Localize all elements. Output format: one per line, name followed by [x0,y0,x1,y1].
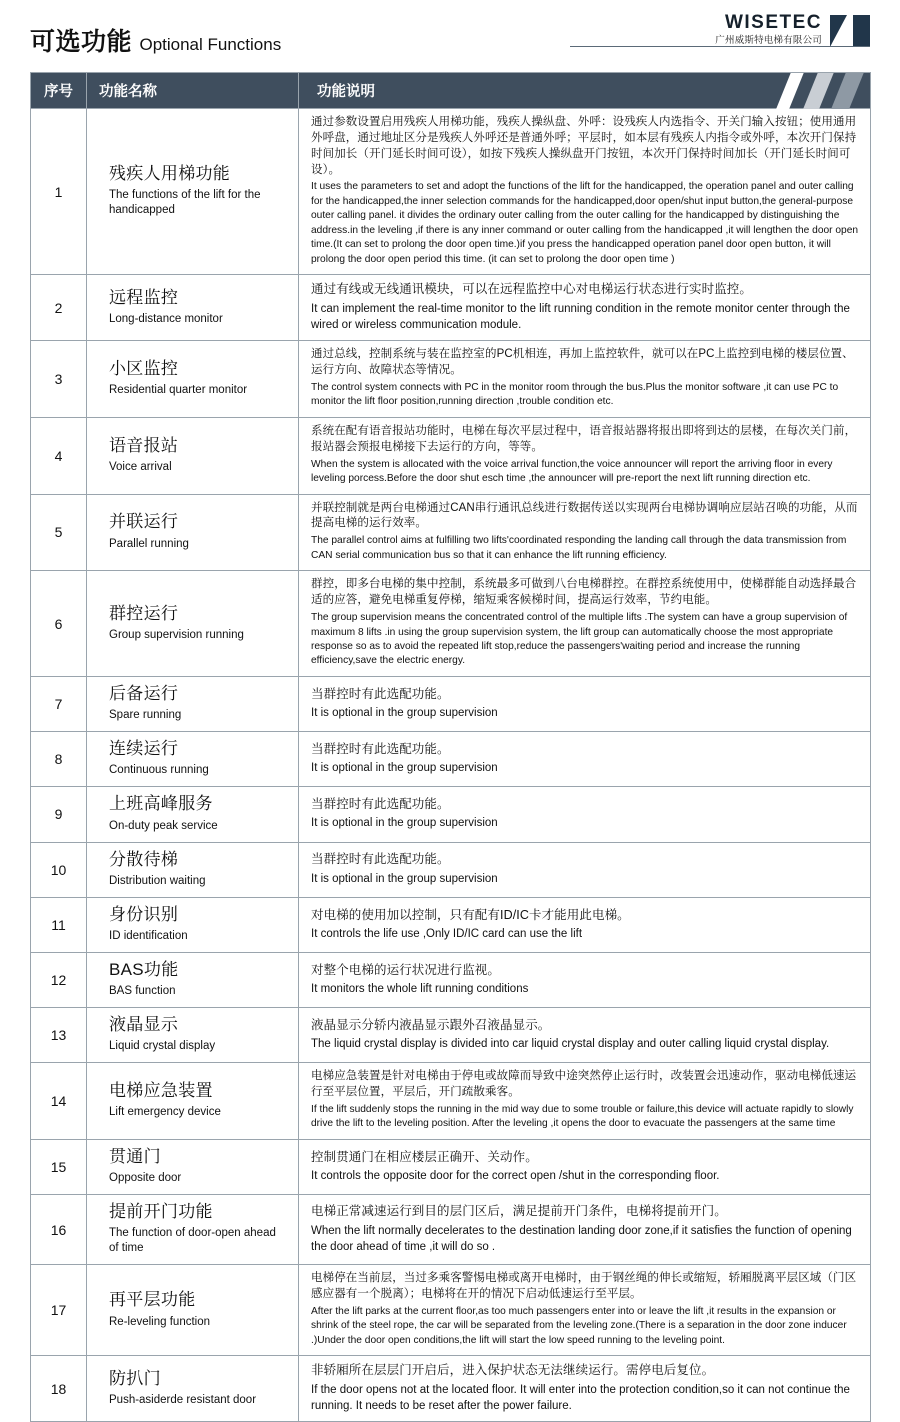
row-number: 10 [31,842,87,897]
function-desc-cn: 当群控时有此选配功能。 [311,852,450,867]
function-desc-cell [299,787,871,842]
optional-functions-table [30,72,871,1422]
function-name-en: Residential quarter monitor [109,384,248,397]
row-number: 9 [31,787,87,842]
function-desc-cell [299,732,871,787]
page-title [30,22,281,58]
function-desc-cell [299,417,871,494]
brand-subtitle: 广州威斯特电梯有限公司 [715,34,822,46]
function-name-cell [87,1063,299,1140]
function-desc-cn: 非轿厢所在层层门开启后，进入保护状态无法继续运行。需停电后复位。 [311,1363,715,1378]
table-row [31,109,871,275]
header-name: 功能名称 [87,73,299,109]
table-row [31,952,871,1007]
function-name-cn: 群控运行 [109,603,179,623]
function-desc-cn: 电梯正常减速运行到目的层门区后，满足提前开门条件，电梯将提前开门。 [311,1204,727,1219]
table-row [31,1063,871,1140]
function-name-cell [87,952,299,1007]
function-name-cell [87,275,299,341]
table-row [31,341,871,418]
function-name-cell [87,1195,299,1265]
header-desc-label: 功能说明 [317,84,375,100]
row-number: 18 [31,1356,87,1422]
header-desc [299,73,871,109]
row-number: 2 [31,275,87,341]
function-name-en: Parallel running [109,537,189,550]
table-row [31,676,871,731]
function-desc-cell [299,1265,871,1356]
function-name-cell [87,1008,299,1063]
function-name-cn: 防扒门 [109,1368,161,1388]
function-name-cell [87,1139,299,1194]
function-name-cn: 远程监控 [109,287,179,307]
function-name-cn: 并联运行 [109,512,179,532]
row-number: 17 [31,1265,87,1356]
function-name-cell [87,341,299,418]
function-name-cell [87,494,299,571]
company-logo-icon [830,15,870,47]
function-desc-en: The group supervision means the concentrated control of the multiple lifts .The system can have a group supervision of maximum 8 lifts .in using the group supervision system, the lift group can automatically choose the most appropriate response so as to avoid the repeated lift stop,reduce the passengers'waiting period and increase the running efficiency,save the electric energy. [311,612,848,667]
function-name-en: Opposite door [109,1172,182,1185]
page-header [30,0,870,68]
header-no: 序号 [31,73,87,109]
table-row [31,1356,871,1422]
table-row [31,571,871,677]
function-desc-en: If the lift suddenly stops the running in the mid way due to some trouble or failure,this device will actuate rapidly to slowly drive the lift to the leveling position. After the leveling ,it opens the door to evacuate the passengers at the same time [311,1104,854,1130]
function-desc-cell [299,275,871,341]
function-name-cell [87,1265,299,1356]
table-row [31,1195,871,1265]
function-desc-cell [299,571,871,677]
function-desc-en: It uses the parameters to set and adopt the functions of the lift for the handicapped, the operation panel and outer calling for the handicapped,the inner selection commands for the handicapped,door open/shut input button,the general-purpose outer calling panel. it divides the ordinary outer calling from the outer calling for the handicapped by distinguishing the address.in the leveling ,if there is any inner command or outer calling from the handicapped ,it will lengthen the door open time.(It can set to prolong the door open time.)if you press the handicapped operation panel door open button, it will prolong the door open period this time. (it can set to prolong the door open time ) [311,181,859,265]
function-name-en: BAS function [109,985,176,998]
function-desc-cn: 电梯停在当前层，当过多乘客警惕电梯或离开电梯时，由于钢丝绳的伸长或缩短，轿厢脱离平层区域（门区感应器有一个脱离）；电梯将在开的情况下启动低速运行至平层。 [311,1272,857,1301]
function-desc-en: When the lift normally decelerates to the destination landing door zone,if it satisfies the function of opening the door ahead of time ,it will do so . [311,1224,852,1253]
function-name-cell [87,1356,299,1422]
function-desc-en: It can implement the real-time monitor to the lift running condition in the remote monitor center through the wired or wireless communication module. [311,302,850,331]
function-desc-en: It is optional in the group supervision [311,817,498,830]
function-desc-cn: 对整个电梯的运行状况进行监视。 [311,962,501,977]
function-desc-cell [299,1356,871,1422]
table-row [31,1008,871,1063]
function-desc-cell [299,952,871,1007]
function-desc-cell [299,494,871,571]
function-desc-cell [299,897,871,952]
function-desc-en: It controls the opposite door for the correct open /shut in the corresponding floor. [311,1170,720,1183]
row-number: 15 [31,1139,87,1194]
function-name-cn: 身份识别 [109,904,179,924]
function-desc-cn: 控制贯通门在相应楼层正确开、关动作。 [311,1149,538,1164]
function-desc-cn: 当群控时有此选配功能。 [311,797,450,812]
function-name-cn: 上班高峰服务 [109,794,213,814]
function-name-en: ID identification [109,929,188,942]
table-row [31,1265,871,1356]
brand-divider [570,46,870,47]
function-desc-en: It is optional in the group supervision [311,707,498,720]
brand-name: WISETEC [724,12,822,33]
function-name-en: Continuous running [109,764,209,777]
row-number: 13 [31,1008,87,1063]
function-desc-cell [299,1195,871,1265]
row-number: 5 [31,494,87,571]
function-desc-cn: 电梯应急装置是针对电梯由于停电或故障而导致中途突然停止运行时，改装置会迅速动作，驱动电梯低速运行至平层位置，平层后，开门疏散乘客。 [311,1070,857,1099]
function-desc-cn: 通过总线，控制系统与装在监控室的PC机相连，再加上监控软件，就可以在PC上监控到电梯的楼层位置、运行方向、故障状态等情况。 [311,348,854,377]
function-name-cn: 贯通门 [109,1146,161,1166]
function-desc-cn: 当群控时有此选配功能。 [311,686,450,701]
row-number: 12 [31,952,87,1007]
function-name-cn: 分散待梯 [109,849,179,869]
function-desc-cn: 对电梯的使用加以控制，只有配有ID/IC卡才能用此电梯。 [311,907,630,922]
function-desc-en: If the door opens not at the located floor. It will enter into the protection condition,so it can not continue the running. It needs to be reset after the power failure. [311,1383,850,1413]
function-desc-cn: 通过参数设置启用残疾人用梯功能，残疾人操纵盘、外呼：设残疾人内选指令、开关门输入按钮；使用通用外呼盘，通过地址区分是残疾人外呼还是普通外呼；平层时，如本层有残疾人内指令或外呼，本次开门保持时间加长（开门延长时间可设），如按下残疾人操纵盘开门按钮，本次开门保持时间加长（开门延长时间可设）。 [311,116,857,176]
function-desc-en: It controls the life use ,Only ID/IC card can use the lift [311,927,583,940]
table-row [31,842,871,897]
function-name-cell [87,417,299,494]
function-name-cn: 提前开门功能 [109,1202,213,1222]
function-desc-cell [299,1139,871,1194]
function-name-cell [87,676,299,731]
function-name-cn: 后备运行 [109,683,179,703]
row-number: 3 [31,341,87,418]
row-number: 4 [31,417,87,494]
function-desc-cell [299,341,871,418]
row-number: 1 [31,109,87,275]
function-name-en: On-duty peak service [109,819,218,832]
row-number: 14 [31,1063,87,1140]
function-desc-en: The control system connects with PC in the monitor room through the bus.Plus the monitor software ,it can use PC to monitor the lift floor position,running direction ,trouble condition etc. [311,381,839,408]
function-name-en: Push-asiderde resistant door [109,1394,257,1407]
function-name-en: The function of door-open ahead of time [109,1227,276,1255]
table-row [31,1139,871,1194]
function-desc-cn: 当群控时有此选配功能。 [311,741,450,756]
row-number: 7 [31,676,87,731]
function-name-cn: 小区监控 [109,359,179,378]
row-number: 6 [31,571,87,677]
page-title-cn: 可选功能 [30,28,133,56]
function-desc-cn: 通过有线或无线通讯模块，可以在远程监控中心对电梯运行状态进行实时监控。 [311,282,753,297]
function-desc-cell [299,1063,871,1140]
function-desc-cell [299,676,871,731]
function-name-en: Spare running [109,709,182,722]
function-name-cell [87,842,299,897]
function-desc-cn: 液晶显示分轿内液晶显示跟外召液晶显示。 [311,1017,551,1032]
brand-block [570,12,870,47]
function-name-cn: 残疾人用梯功能 [109,164,231,184]
function-name-en: Voice arrival [109,460,172,473]
table-row [31,732,871,787]
function-desc-cn: 群控，即多台电梯的集中控制，系统最多可做到八台电梯群控。在群控系统使用中，使梯群能自动选择最合适的应答，避免电梯重复停梯，缩短乘客候梯时间，提高运行效率，节约电能。 [311,578,857,607]
function-name-cn: 电梯应急装置 [109,1081,213,1101]
function-name-cell [87,571,299,677]
function-name-cn: 液晶显示 [109,1015,179,1035]
table-row [31,494,871,571]
function-desc-en: After the lift parks at the current floor,as too much passengers enter into or leave the lift ,it results in the expansion or shrink of the steel rope, the car will be separated from the leveling zone.(There is a separation in the door zone inducer .)Under the door open conditions,the lift will start the low speed running to the leveling point. [311,1306,847,1346]
page-title-en: Optional Functions [139,35,282,54]
table-row [31,275,871,341]
function-desc-en: It is optional in the group supervision [311,762,498,775]
function-name-en: Long-distance monitor [109,312,223,325]
row-number: 16 [31,1195,87,1265]
function-name-cell [87,732,299,787]
function-name-cn: BAS功能 [109,959,179,979]
function-desc-en: It is optional in the group supervision [311,872,498,885]
function-desc-en: The parallel control aims at fulfilling two lifts'coordinated responding the landing call through the data transmission from CAN serial communication bus so that it can enhance the lift running efficiency. [311,535,847,561]
function-name-en: The functions of the lift for the handicapped [109,189,261,217]
row-number: 8 [31,732,87,787]
row-number: 11 [31,897,87,952]
header-decoration [740,73,870,109]
table-body [31,109,871,1422]
function-desc-cell [299,109,871,275]
function-name-en: Lift emergency device [109,1106,221,1119]
function-desc-en: The liquid crystal display is divided into car liquid crystal display and outer calling liquid crystal display. [311,1038,830,1051]
table-row [31,417,871,494]
function-name-en: Re-leveling function [109,1315,211,1328]
function-name-en: Group supervision running [109,628,244,641]
function-desc-cn: 系统在配有语音报站功能时，电梯在每次平层过程中，语音报站器将报出即将到达的层楼，在每次关门前，报站器会预报电梯接下去运行的方向，等等。 [311,424,857,453]
table-row [31,897,871,952]
table-row [31,787,871,842]
function-desc-cn: 并联控制就是两台电梯通过CAN串行通讯总线进行数据传送以实现两台电梯协调响应层站召唤的功能，从而提高电梯的运行效率。 [311,501,858,530]
table-header-row [31,73,871,109]
function-name-cell [87,897,299,952]
function-desc-cell [299,842,871,897]
function-name-cn: 语音报站 [109,435,179,455]
function-name-en: Distribution waiting [109,874,206,887]
function-desc-en: When the system is allocated with the voice arrival function,the voice announcer will report the arriving floor in every leveling porcess.Before the door shut esch time ,the announcer will pre-report the next lift running direction etc. [311,458,833,485]
function-desc-en: It monitors the whole lift running conditions [311,982,529,995]
function-name-cn: 再平层功能 [109,1290,196,1310]
function-name-cn: 连续运行 [109,739,179,759]
function-name-cell [87,787,299,842]
function-name-en: Liquid crystal display [109,1040,216,1053]
function-desc-cell [299,1008,871,1063]
function-name-cell [87,109,299,275]
